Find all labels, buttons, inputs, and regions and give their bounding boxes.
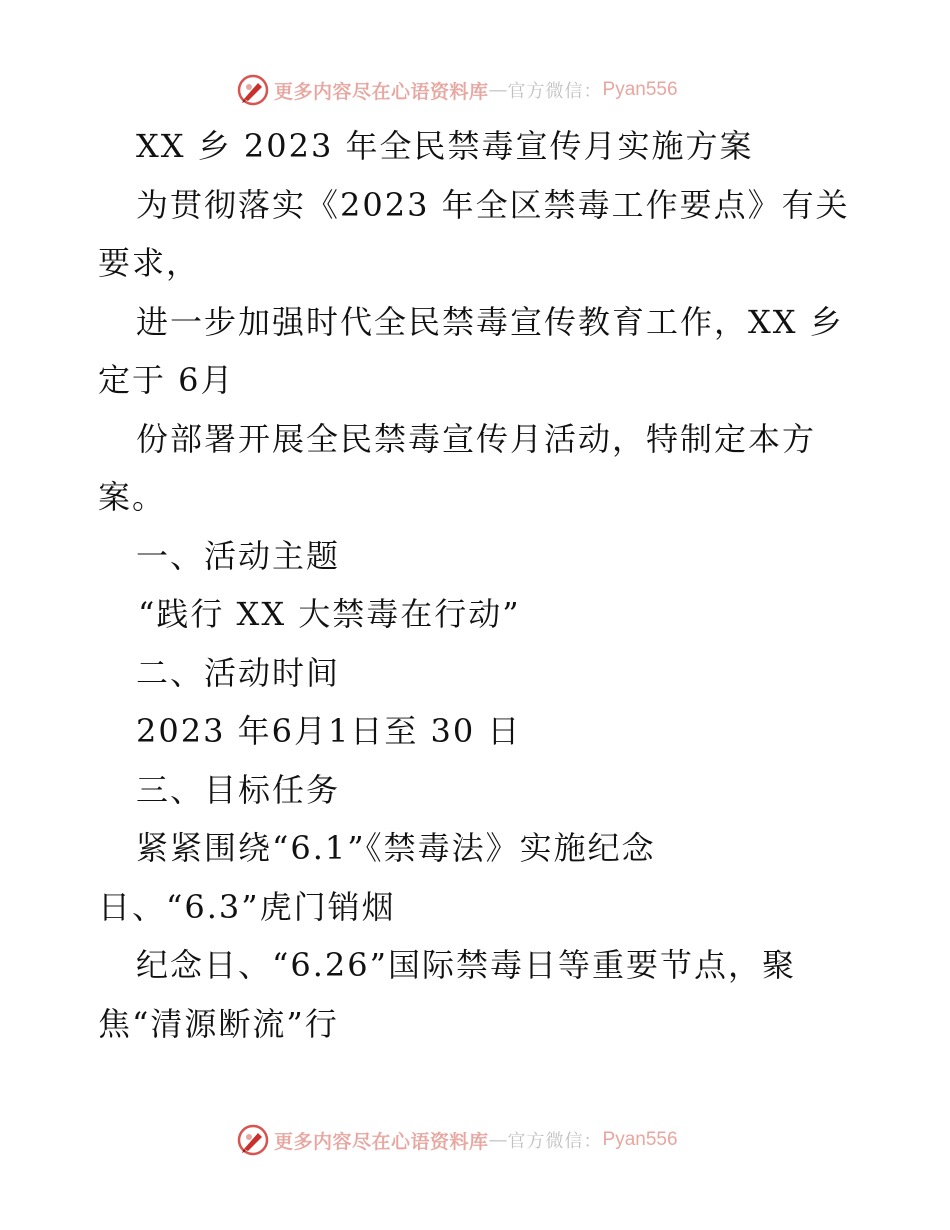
watermark-text: 更多内容尽在心语资料库 — [274, 1130, 489, 1153]
doc-line: 紧紧围绕“6.1”《禁毒法》实施纪念 — [136, 829, 656, 867]
doc-line: 份部署开展全民禁毒宣传月活动，特制定本方 — [136, 420, 817, 458]
doc-line: 定于 6月 — [98, 361, 235, 399]
section-heading: 三、目标任务 — [136, 771, 341, 809]
pen-logo-icon — [236, 1123, 270, 1157]
watermark-wechat-label: 官方微信： — [507, 81, 603, 102]
watermark-wechat-id: Pyan556 — [602, 1129, 678, 1150]
watermark-footer — [236, 1122, 678, 1158]
doc-line: 进一步加强时代全民禁毒宣传教育工作，XX 乡 — [136, 303, 844, 341]
watermark-dash: — — [488, 79, 508, 101]
watermark-text: 更多内容尽在心语资料库 — [274, 80, 489, 103]
doc-line: 焦“清源断流”行 — [98, 1005, 339, 1043]
watermark-header — [236, 72, 678, 108]
watermark-dash: — — [488, 1129, 508, 1151]
doc-line: 案。 — [98, 478, 167, 516]
doc-line: 日、“6.3”虎门销烟 — [98, 888, 396, 926]
pen-logo-icon — [236, 73, 270, 107]
watermark-wechat-id: Pyan556 — [602, 79, 678, 100]
watermark-wechat-label: 官方微信： — [507, 1131, 603, 1152]
section-heading: 二、活动时间 — [136, 654, 341, 692]
section-heading: 一、活动主题 — [136, 537, 341, 575]
theme-slogan: “践行 XX 大禁毒在行动” — [138, 595, 521, 633]
doc-line: 2023 年6月1日至 30 日 — [136, 712, 522, 750]
doc-line: 纪念日、“6.26”国际禁毒日等重要节点，聚 — [136, 946, 796, 984]
doc-line: 为贯彻落实《2023 年全区禁毒工作要点》有关 — [136, 186, 850, 224]
doc-title: XX 乡 2023 年全民禁毒宣传月实施方案 — [136, 127, 754, 165]
doc-line: 要求， — [98, 244, 201, 282]
